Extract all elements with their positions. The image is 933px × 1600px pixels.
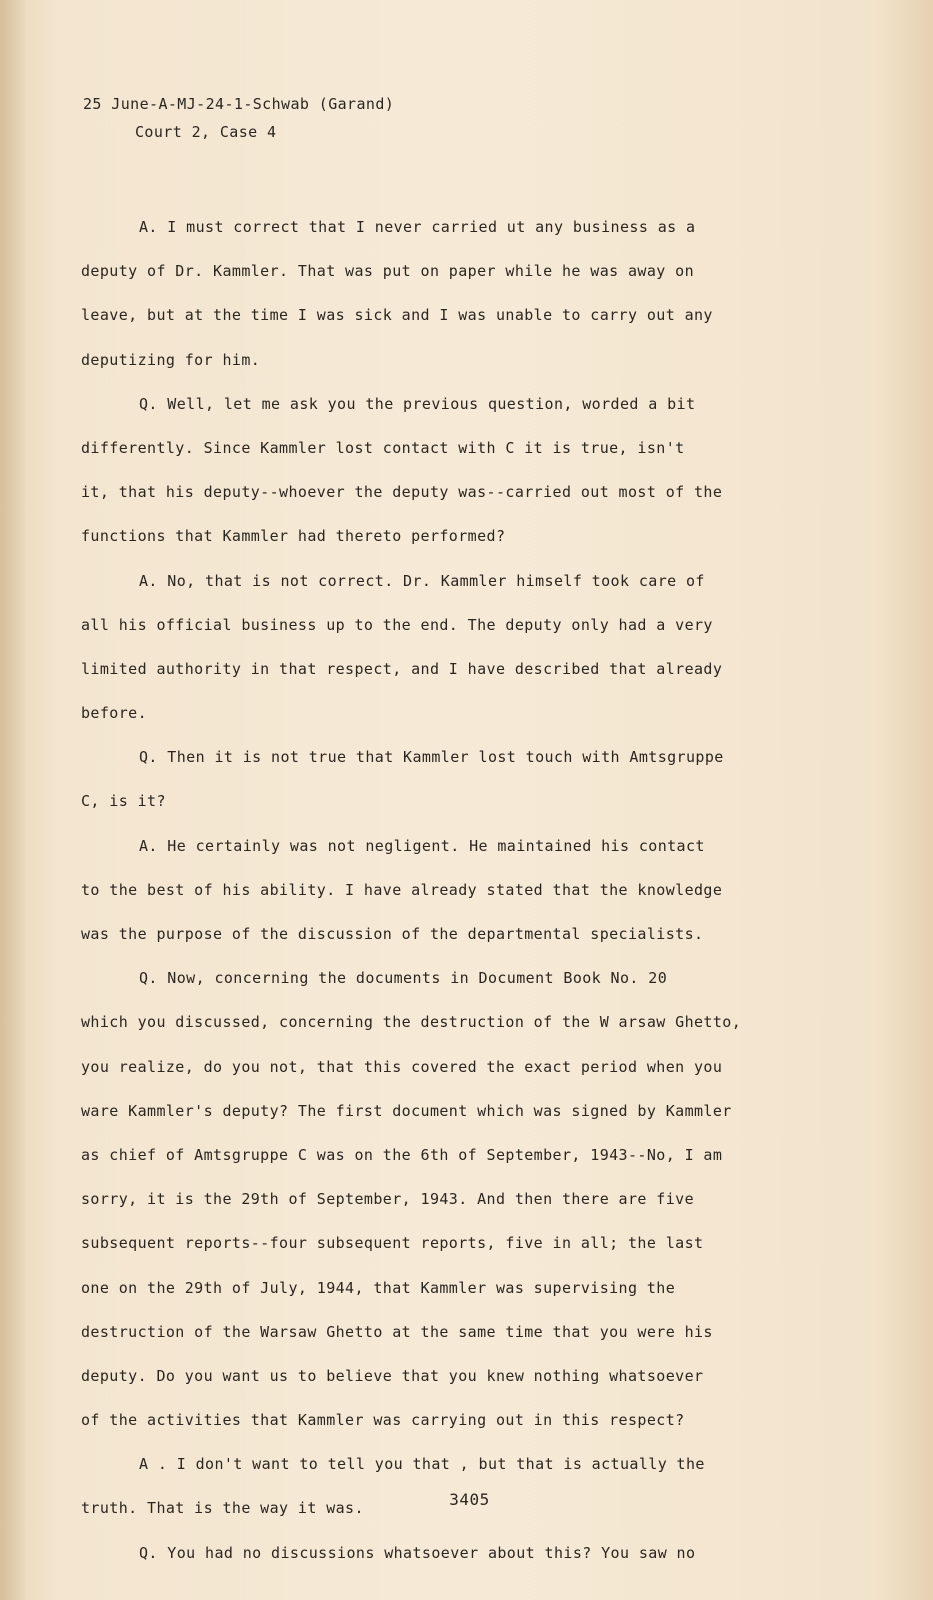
transcript-line: all his official business up to the end. The deputy only had a very: [81, 615, 713, 634]
transcript-line: one on the 29th of July, 1944, that Kammler was supervising the: [81, 1278, 676, 1297]
transcript-line: of the activities that Kammler was carrying out in this respect?: [81, 1411, 685, 1430]
transcript-line: to the best of his ability. I have already stated that the knowledge: [81, 880, 723, 899]
transcript-line: leave, but at the time I was sick and I was unable to carry out any: [81, 306, 713, 325]
transcript-line: Q. Well, let me ask you the previous question, worded a bit: [139, 394, 696, 413]
transcript-line: destruction of the Warsaw Ghetto at the same time that you were his: [81, 1322, 713, 1341]
transcript-line: functions that Kammler had thereto performed?: [81, 527, 506, 546]
transcript-line: you realize, do you not, that this covered the exact period when you: [81, 1057, 723, 1076]
transcript-line: differently. Since Kammler lost contact with C it is true, isn't: [81, 438, 685, 457]
transcript-line: C, is it?: [81, 792, 166, 811]
transcript-line: was the purpose of the discussion of the departmental specialists.: [81, 925, 704, 943]
transcript-line: sorry, it is the 29th of September, 1943. And then there are five: [81, 1190, 694, 1209]
transcript-line: deputizing for him.: [81, 350, 261, 369]
transcript-line: ware Kammler's deputy? The first document which was signed by Kammler: [81, 1101, 732, 1120]
transcript-line: A. No, that is not correct. Dr. Kammler himself took care of: [139, 571, 705, 590]
transcript-line: Q. Now, concerning the documents in Document Book No. 20: [139, 969, 668, 988]
transcript-body: [81, 205, 881, 1575]
document-header: [83, 90, 394, 146]
transcript-line: before.: [81, 704, 148, 723]
transcript-line: limited authority in that respect, and I have described that already: [81, 659, 723, 678]
transcript-line: truth. That is the way it was.: [81, 1499, 364, 1518]
transcript-line: A. I must correct that I never carried ut any business as a: [139, 218, 696, 236]
transcript-line: deputy of Dr. Kammler. That was put on paper while he was away on: [81, 262, 694, 281]
transcript-line: deputy. Do you want us to believe that you knew nothing whatsoever: [81, 1366, 704, 1385]
transcript-line: as chief of Amtsgruppe C was on the 6th of September, 1943--No, I am: [81, 1145, 723, 1164]
paper-edge-stain: [3, 0, 27, 1600]
page-number: 3405: [449, 1490, 490, 1509]
header-line-court: Court 2, Case 4: [135, 123, 277, 141]
transcript-line: Q. Then it is not true that Kammler lost touch with Amtsgruppe: [139, 748, 724, 767]
transcript-line: A. He certainly was not negligent. He maintained his contact: [139, 836, 705, 855]
transcript-line: subsequent reports--four subsequent reports, five in all; the last: [81, 1234, 704, 1253]
transcript-line: A . I don't want to tell you that , but that is actually the: [139, 1455, 705, 1474]
transcript-line: which you discussed, concerning the destruction of the W arsaw Ghetto,: [81, 1013, 742, 1032]
transcript-line: Q. You had no discussions whatsoever about this? You saw no: [139, 1543, 696, 1562]
transcript-line: it, that his deputy--whoever the deputy was--carried out most of the: [81, 483, 723, 502]
header-line-session: 25 June-A-MJ-24-1-Schwab (Garand): [83, 95, 395, 113]
